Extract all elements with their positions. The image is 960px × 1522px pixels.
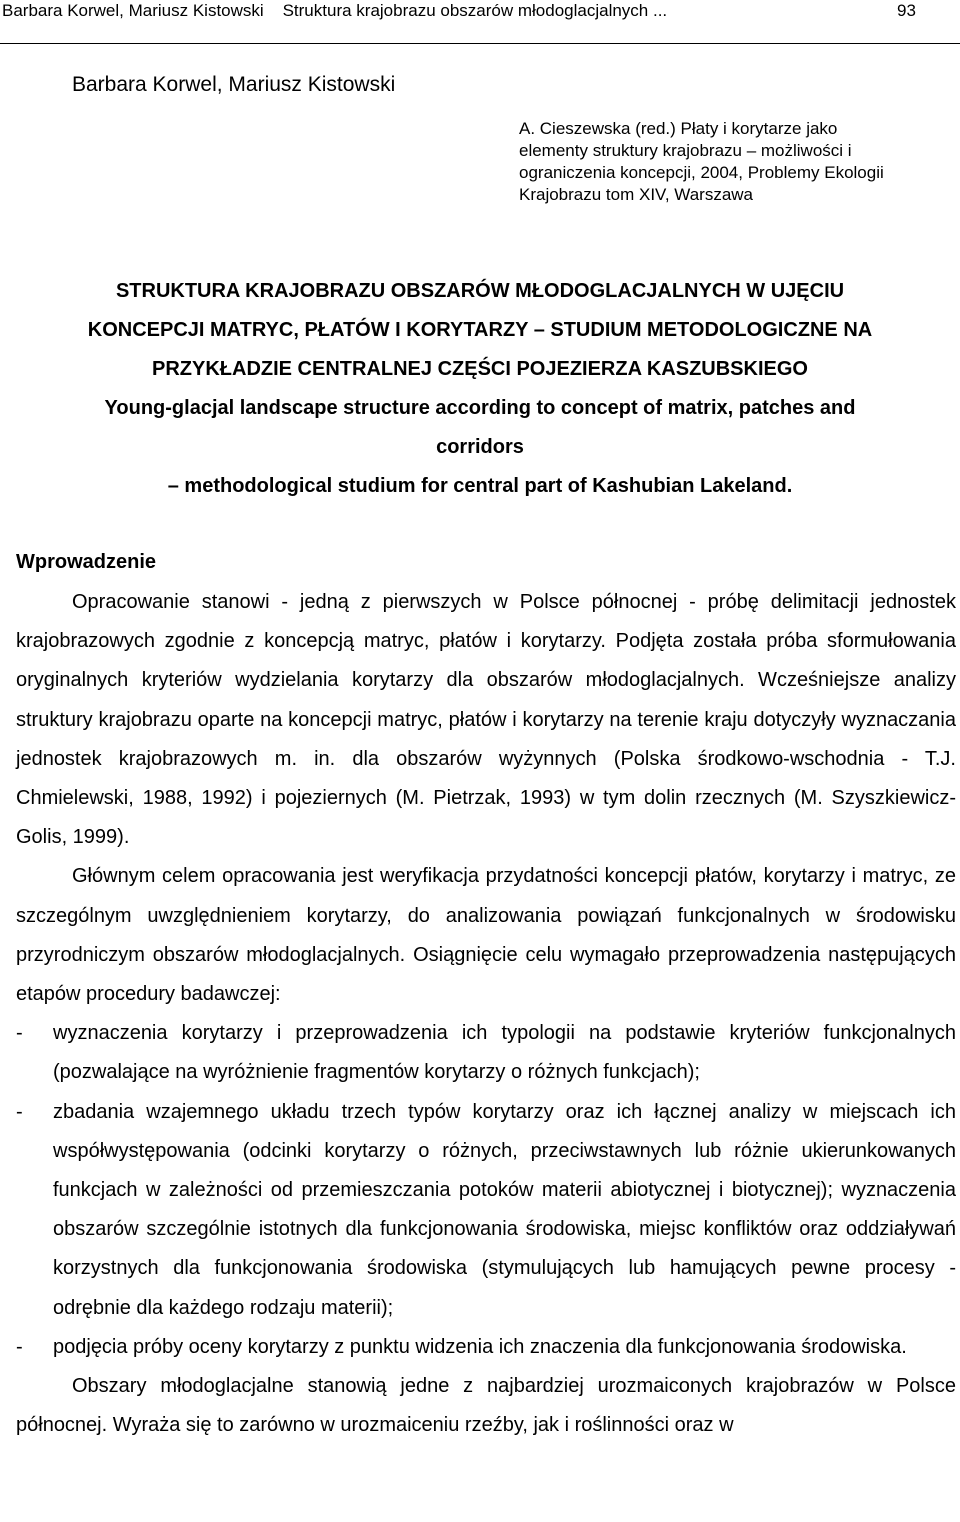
list-dash: - bbox=[16, 1335, 23, 1358]
title-english-line: corridors bbox=[436, 436, 524, 458]
citation-line: ograniczenia koncepcji, 2004, Problemy Ekologii bbox=[519, 163, 884, 182]
citation-line: elementy struktury krajobrazu – możliwości i bbox=[519, 141, 852, 160]
body-paragraph: Głównym celem opracowania jest weryfikacja przydatności koncepcji płatów, korytarzy i matryc, ze szczególnym uwzględnieniem korytarzy, do analizowania powiązań funkcjonalnych w środowisku przyrodniczym obszarów młodoglacjalnych. Osiągnięcie celu wymagało przeprowadzenia następujących etapów procedury badawczej: bbox=[16, 865, 956, 1006]
citation-line: A. Cieszewska (red.) Płaty i korytarze jako bbox=[519, 119, 838, 138]
title-polish-line: STRUKTURA KRAJOBRAZU OBSZARÓW MŁODOGLACJALNYCH W UJĘCIU bbox=[115, 280, 845, 302]
title-english-line: Young-glacjal landscape structure according to concept of matrix, patches and bbox=[104, 397, 856, 419]
procedure-list bbox=[16, 1014, 956, 1367]
page-number: 93 bbox=[897, 1, 916, 20]
list-dash: - bbox=[16, 1022, 23, 1045]
section-heading: Wprowadzenie bbox=[16, 551, 157, 573]
paper-title bbox=[0, 272, 960, 506]
running-header bbox=[0, 0, 960, 44]
running-header-title: Barbara Korwel, Mariusz Kistowski Struktura krajobrazu obszarów młodoglacjalnych ... bbox=[2, 1, 668, 20]
author-names: Barbara Korwel, Mariusz Kistowski bbox=[72, 73, 396, 96]
list-item bbox=[16, 1014, 956, 1092]
list-item bbox=[16, 1328, 956, 1367]
title-english-line: – methodological studium for central part of Kashubian Lakeland. bbox=[167, 475, 793, 497]
header-divider bbox=[0, 43, 960, 44]
list-dash: - bbox=[16, 1100, 23, 1123]
title-polish-line: PRZYKŁADZIE CENTRALNEJ CZĘŚCI POJEZIERZA KASZUBSKIEGO bbox=[152, 358, 808, 380]
citation-line: Krajobrazu tom XIV, Warszawa bbox=[519, 185, 753, 204]
section-body bbox=[16, 583, 956, 1445]
list-item bbox=[16, 1093, 956, 1328]
list-item-text: zbadania wzajemnego układu trzech typów korytarzy oraz ich łącznej analizy w miejscach ich współwystępowania (odcinki korytarzy o różnych, przeciwstawnych lub różnie ukierunkowanych funkcjach w zależności od przemieszczania potoków materii abiotycznej i biotycznej); wyznaczenia obszarów szczególnie istotnych dla funkcjonowania środowiska, miejsc konfliktów oraz oddziaływań korzystnych dla funkcjonowania środowiska (stymulujących lub hamujących pewne procesy - odrębnie dla każdego rodzaju materii); bbox=[53, 1100, 956, 1319]
list-item-text: podjęcia próby oceny korytarzy z punktu widzenia ich znaczenia dla funkcjonowania środowiska. bbox=[53, 1335, 907, 1358]
list-item-text: wyznaczenia korytarzy i przeprowadzenia ich typologii na podstawie kryteriów funkcjonalnych (pozwalające na wyróżnienie fragmentów korytarzy o różnych funkcjach); bbox=[53, 1022, 956, 1084]
title-polish-line: KONCEPCJI MATRYC, PŁATÓW I KORYTARZY – STUDIUM METODOLOGICZNE NA bbox=[87, 319, 873, 341]
citation-block bbox=[519, 118, 949, 206]
body-paragraph: Opracowanie stanowi - jedną z pierwszych w Polsce północnej - próbę delimitacji jednostek krajobrazowych zgodnie z koncepcją matryc, płatów i korytarzy. Podjęta została próba sformułowania oryginalnych kryteriów wydzielania korytarzy dla obszarów młodoglacjalnych. Wcześniejsze analizy struktury krajobrazu oparte na koncepcji matryc, płatów i korytarzy na terenie kraju dotyczyły wyznaczania jednostek krajobrazowych m. in. dla obszarów wyżynnych (Polska środkowo-wschodnia - T.J. Chmielewski, 1988, 1992) i pojeziernych (M. Pietrzak, 1993) w tym dolin rzecznych (M. Szyszkiewicz-Golis, 1999). bbox=[16, 591, 956, 849]
body-paragraph: Obszary młodoglacjalne stanowią jedne z najbardziej urozmaiconych krajobrazów w Polsce północnej. Wyraża się to zarówno w urozmaiceniu rzeźby, jak i roślinności oraz w bbox=[16, 1375, 956, 1437]
